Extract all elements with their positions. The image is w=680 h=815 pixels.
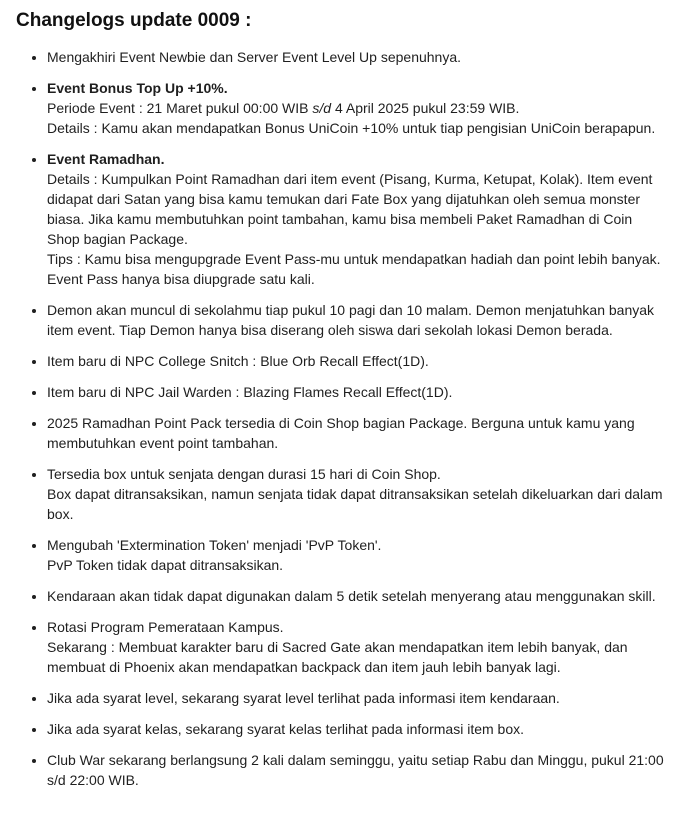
period-sd: s/d — [312, 100, 332, 116]
event-period — [47, 98, 666, 118]
list-item — [47, 617, 666, 677]
item-text: Tips : Kamu bisa mengupgrade Event Pass-mu untuk mendapatkan hadiah dan point lebih banyak. Event Pass hanya bisa diupgrade satu kali. — [47, 251, 661, 287]
item-text: • Demon akan muncul di sekolahmu tiap pukul 10 pagi dan 10 malam. Demon menjatuhkan banyak item event. Tiap Demon hanya bisa diserang oleh siswa dari sekolah lokasi Demon berada. — [47, 302, 655, 338]
item-text: • Mengubah 'Extermination Token' menjadi 'PvP Token'. — [47, 537, 382, 553]
period-suffix: 4 April 2025 pukul 23:59 WIB. — [331, 100, 520, 116]
item-text: • 2025 Ramadhan Point Pack tersedia di Coin Shop bagian Package. Berguna untuk kamu yang membutuhkan event point tambahan. — [47, 415, 635, 451]
item-heading: • Event Bonus Top Up +10%. — [47, 80, 228, 96]
list-item — [47, 750, 666, 790]
item-text: • Item baru di NPC College Snitch : Blue Orb Recall Effect(1D). — [47, 353, 429, 369]
item-text: PvP Token tidak dapat ditransaksikan. — [47, 557, 284, 573]
item-text: • Mengakhiri Event Newbie dan Server Event Level Up sepenuhnya. — [47, 49, 462, 65]
item-text: Details : Kamu akan mendapatkan Bonus UniCoin +10% untuk tiap pengisian UniCoin berapapun. — [47, 120, 656, 136]
page-title: Changelogs update 0009 : — [16, 10, 252, 31]
list-item — [47, 688, 666, 708]
list-item — [47, 464, 666, 524]
item-text: • Kendaraan akan tidak dapat digunakan dalam 5 detik setelah menyerang atau menggunakan skill. — [47, 588, 656, 604]
changelog-list — [16, 47, 666, 790]
item-text: Box dapat ditransaksikan, namun senjata tidak dapat ditransaksikan setelah dikeluarkan dari dalam box. — [47, 486, 663, 522]
item-text: • Jika ada syarat kelas, sekarang syarat kelas terlihat pada informasi item box. — [47, 721, 525, 737]
list-item — [47, 47, 666, 67]
list-item — [47, 586, 666, 606]
item-text: • Jika ada syarat level, sekarang syarat level terlihat pada informasi item kendaraan. — [47, 690, 560, 706]
item-text: Details : Kumpulkan Point Ramadhan dari item event (Pisang, Kurma, Ketupat, Kolak). Item event didapat dari Satan yang bisa kamu temukan dari Fate Box yang dijatuhkan oleh semua monster biasa. Jika kamu membutuhkan point tambahan, kamu bisa membeli Paket Ramadhan di Coin Shop bagian Package. — [47, 171, 653, 247]
item-text: • Rotasi Program Pemerataan Kampus. — [47, 619, 284, 635]
item-heading: • Event Ramadhan. — [47, 151, 165, 167]
list-item — [47, 719, 666, 739]
list-item — [47, 149, 666, 289]
item-text: • Tersedia box untuk senjata dengan durasi 15 hari di Coin Shop. — [47, 466, 441, 482]
item-text: • Item baru di NPC Jail Warden : Blazing Flames Recall Effect(1D). — [47, 384, 453, 400]
list-item — [47, 300, 666, 340]
item-text: • Club War sekarang berlangsung 2 kali dalam seminggu, yaitu setiap Rabu dan Minggu, pukul 21:00 s/d 22:00 WIB. — [47, 752, 664, 788]
list-item — [47, 535, 666, 575]
period-prefix: Periode Event : 21 Maret pukul 00:00 WIB — [47, 100, 313, 116]
list-item — [47, 382, 666, 402]
list-item — [47, 413, 666, 453]
list-item — [47, 78, 666, 138]
item-text: Sekarang : Membuat karakter baru di Sacred Gate akan mendapatkan item lebih banyak, dan membuat di Phoenix akan mendapatkan backpack dan item jauh lebih banyak lagi. — [47, 639, 628, 675]
list-item — [47, 351, 666, 371]
